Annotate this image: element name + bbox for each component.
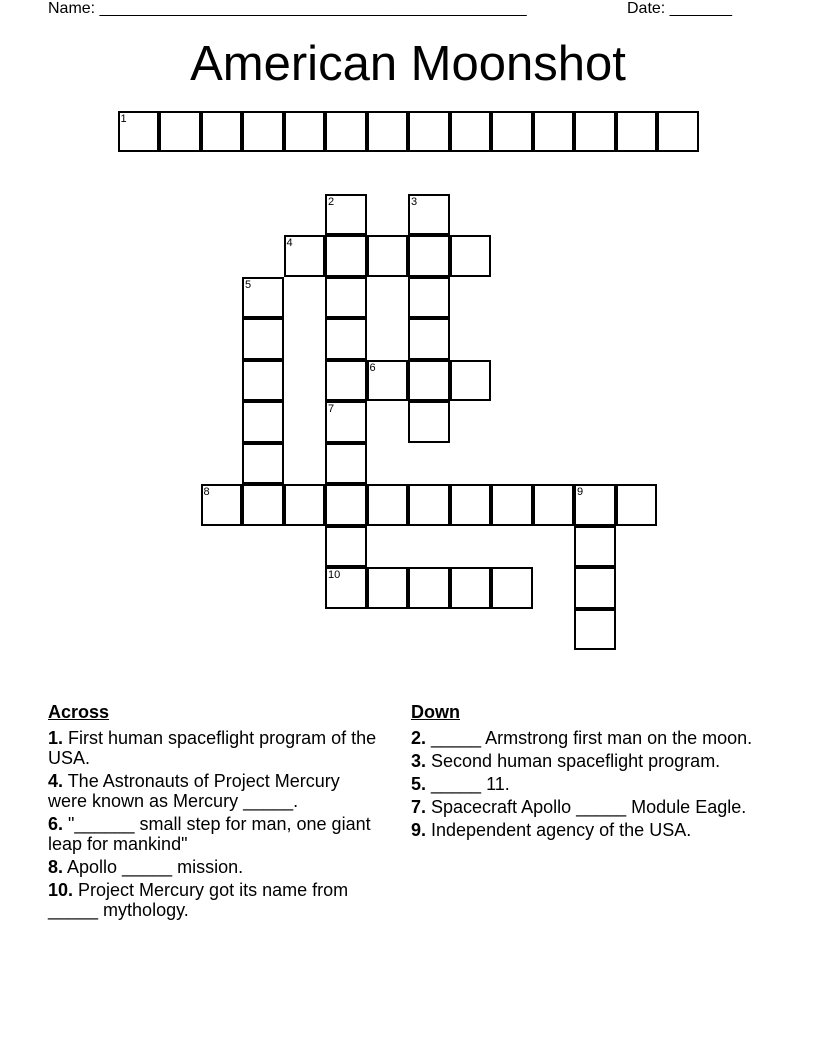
- clue-number-label: 5: [245, 278, 252, 291]
- crossword-cell[interactable]: [574, 484, 616, 526]
- across-clue-list: [48, 728, 383, 920]
- crossword-cell[interactable]: [408, 360, 450, 402]
- clue-text: _____ 11.: [426, 774, 510, 794]
- crossword-cell[interactable]: [367, 567, 409, 609]
- crossword-cell[interactable]: [242, 277, 284, 319]
- crossword-cell[interactable]: [284, 484, 326, 526]
- crossword-cell[interactable]: [367, 111, 409, 153]
- clue-number: 5.: [411, 774, 427, 794]
- date-label: Date:: [627, 0, 666, 17]
- clue-number: 2.: [411, 728, 427, 748]
- crossword-cell[interactable]: [408, 318, 450, 360]
- crossword-cell[interactable]: [616, 111, 658, 153]
- crossword-cell[interactable]: [242, 401, 284, 443]
- crossword-cell[interactable]: [242, 360, 284, 402]
- crossword-cell[interactable]: [325, 111, 367, 153]
- clue-text: Apollo _____ mission.: [63, 857, 244, 877]
- clue-text: Independent agency of the USA.: [426, 820, 692, 840]
- crossword-cell[interactable]: [408, 277, 450, 319]
- crossword-cell[interactable]: [533, 111, 575, 153]
- crossword-cell[interactable]: [201, 111, 243, 153]
- crossword-cell[interactable]: [450, 111, 492, 153]
- clue-number: 6.: [48, 814, 64, 834]
- down-clues: [411, 702, 761, 843]
- across-clue: [48, 857, 383, 877]
- clue-text: Second human spaceflight program.: [426, 751, 721, 771]
- crossword-cell[interactable]: [325, 277, 367, 319]
- across-clue: [48, 771, 383, 811]
- crossword-cell[interactable]: [325, 318, 367, 360]
- crossword-cell[interactable]: [616, 484, 658, 526]
- crossword-cell[interactable]: [408, 235, 450, 277]
- across-clues: [48, 702, 383, 923]
- crossword-cell[interactable]: [325, 235, 367, 277]
- across-heading: Across: [48, 702, 110, 722]
- clue-number-label: 3: [411, 195, 418, 208]
- crossword-cell[interactable]: [367, 484, 409, 526]
- date-blank[interactable]: _______: [669, 0, 732, 17]
- clue-text: First human spaceflight program of the USA.: [48, 728, 377, 768]
- crossword-cell[interactable]: [533, 484, 575, 526]
- name-blank[interactable]: ________________________________________________: [99, 0, 527, 17]
- crossword-cell[interactable]: [284, 111, 326, 153]
- clue-number-label: 7: [328, 403, 335, 415]
- crossword-cell[interactable]: [325, 401, 367, 443]
- across-clue: [48, 814, 383, 854]
- clue-number-label: 2: [328, 195, 335, 208]
- down-clue: [411, 797, 761, 817]
- crossword-cell[interactable]: [491, 484, 533, 526]
- down-clue: [411, 820, 761, 840]
- down-heading: Down: [411, 702, 460, 722]
- crossword-cell[interactable]: [408, 484, 450, 526]
- crossword-cell[interactable]: [242, 484, 284, 526]
- clue-number-label: 8: [203, 486, 210, 498]
- clue-text: Spacecraft Apollo _____ Module Eagle.: [426, 797, 747, 817]
- clue-number: 9.: [411, 820, 427, 840]
- crossword-cell[interactable]: [242, 318, 284, 360]
- clue-number-label: 4: [286, 237, 293, 249]
- clue-text: Project Mercury got its name from _____ mythology.: [48, 880, 349, 920]
- clue-number: 7.: [411, 797, 427, 817]
- crossword-cell[interactable]: [574, 111, 616, 153]
- crossword-cell[interactable]: [325, 360, 367, 402]
- crossword-cell[interactable]: [284, 235, 326, 277]
- crossword-cell[interactable]: [450, 484, 492, 526]
- crossword-cell[interactable]: [325, 526, 367, 568]
- crossword-cell[interactable]: [657, 111, 699, 153]
- crossword-cell[interactable]: [408, 194, 450, 236]
- across-clue: [48, 880, 383, 920]
- down-clue-list: [411, 728, 761, 840]
- clue-number: 8.: [48, 857, 64, 877]
- clue-number-label: 10: [328, 569, 341, 581]
- crossword-cell[interactable]: [159, 111, 201, 153]
- crossword-cell[interactable]: [242, 111, 284, 153]
- crossword-cell[interactable]: [574, 526, 616, 568]
- name-label: Name:: [48, 0, 96, 17]
- clue-number: 4.: [48, 771, 64, 791]
- clue-number: 1.: [48, 728, 64, 748]
- crossword-cell[interactable]: [491, 567, 533, 609]
- crossword-cell[interactable]: [325, 567, 367, 609]
- clue-number-label: 6: [369, 361, 376, 374]
- clue-number-label: 9: [577, 486, 584, 498]
- across-clue: [48, 728, 383, 768]
- clue-text: _____ Armstrong first man on the moon.: [426, 728, 753, 748]
- down-clue: [411, 728, 761, 748]
- crossword-cell[interactable]: [325, 443, 367, 485]
- clue-text: The Astronauts of Project Mercury were known as Mercury _____.: [48, 771, 340, 811]
- crossword-cell[interactable]: [325, 194, 367, 236]
- down-clue: [411, 751, 761, 771]
- crossword-cell[interactable]: [408, 111, 450, 153]
- crossword-cell[interactable]: [574, 567, 616, 609]
- crossword-cell[interactable]: [408, 567, 450, 609]
- page-title: American Moonshot: [190, 37, 626, 91]
- clue-number: 10.: [48, 880, 74, 900]
- crossword-cell[interactable]: [450, 360, 492, 402]
- crossword-cell[interactable]: [574, 609, 616, 651]
- crossword-cell[interactable]: [367, 235, 409, 277]
- clue-number: 3.: [411, 751, 427, 771]
- crossword-cell[interactable]: [450, 567, 492, 609]
- crossword-cell[interactable]: [201, 484, 243, 526]
- crossword-cell[interactable]: [408, 401, 450, 443]
- down-clue: [411, 774, 761, 794]
- crossword-cell[interactable]: [367, 360, 409, 402]
- clue-number-label: 1: [120, 112, 127, 125]
- crossword-cell[interactable]: [242, 443, 284, 485]
- clue-text: "______ small step for man, one giant leap for mankind": [48, 814, 371, 854]
- crossword-cell[interactable]: [325, 484, 367, 526]
- crossword-cell[interactable]: [491, 111, 533, 153]
- crossword-cell[interactable]: [450, 235, 492, 277]
- crossword-cell[interactable]: [118, 111, 160, 153]
